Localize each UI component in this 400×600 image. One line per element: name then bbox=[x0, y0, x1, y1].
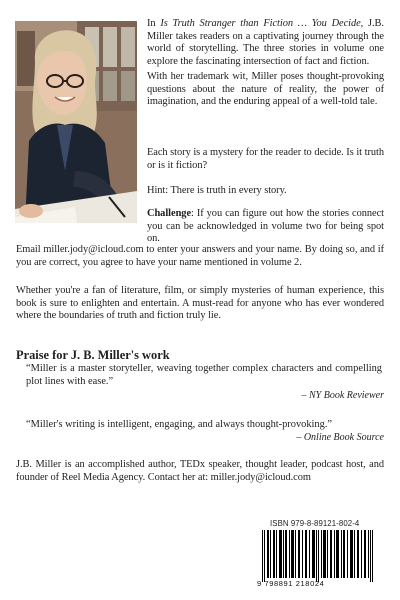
challenge-label: Challenge bbox=[147, 208, 191, 219]
author-photo bbox=[15, 21, 137, 223]
isbn-label: ISBN 979-8-89121-802-4 bbox=[270, 519, 360, 528]
praise-quote-2: “Miller's writing is intelligent, engaging, and always thought-provoking.” bbox=[26, 419, 333, 430]
praise-quote-1: “Miller is a master storyteller, weaving together complex characters and compelling plot lines with ease.” bbox=[26, 363, 382, 387]
praise-heading: Praise for J. B. Miller's work bbox=[16, 348, 170, 362]
intro-paragraph: In Is Truth Stranger than Fiction … You Decide, J.B. Miller takes readers on a captivating journey through the world of storytelling. The three stories in volume one explore the fascinating intersection of fact and fiction. bbox=[147, 18, 384, 67]
challenge-paragraph: Challenge: If you can figure out how the stories connect you can be acknowledged in volume two for being spot on. bbox=[147, 208, 384, 245]
praise-source-1: – NY Book Reviewer bbox=[301, 390, 384, 401]
hint-paragraph: Hint: There is truth in every story. bbox=[147, 185, 287, 196]
barcode-digits: 9 798891 218024 bbox=[257, 579, 325, 588]
wit-paragraph: With her trademark wit, Miller poses thought-provoking questions about the nature of reality, the power of imagination, and the enduring appeal of a well-told tale. bbox=[147, 71, 384, 108]
book-title: Is Truth Stranger than Fiction … You Decide, bbox=[160, 18, 364, 29]
email-paragraph: Email miller.jody@icloud.com to enter your answers and your name. By doing so, and if you are correct, you agree to have your name mentioned in volume 2. bbox=[16, 244, 384, 268]
mystery-paragraph: Each story is a mystery for the reader to decide. Is it truth or is it fiction? bbox=[147, 147, 384, 171]
praise-source-2: – Online Book Source bbox=[296, 432, 384, 443]
author-bio: J.B. Miller is an accomplished author, TEDx speaker, thought leader, podcast host, and founder of Reel Media Agency. Contact her at: miller.jody@icloud.com bbox=[16, 459, 384, 483]
description-paragraph: Whether you're a fan of literature, film, or simply mysteries of human experience, this book is sure to enlighten and entertain. A must-read for anyone who has ever wondered where the boundaries of truth and fiction truly lie. bbox=[16, 285, 384, 322]
